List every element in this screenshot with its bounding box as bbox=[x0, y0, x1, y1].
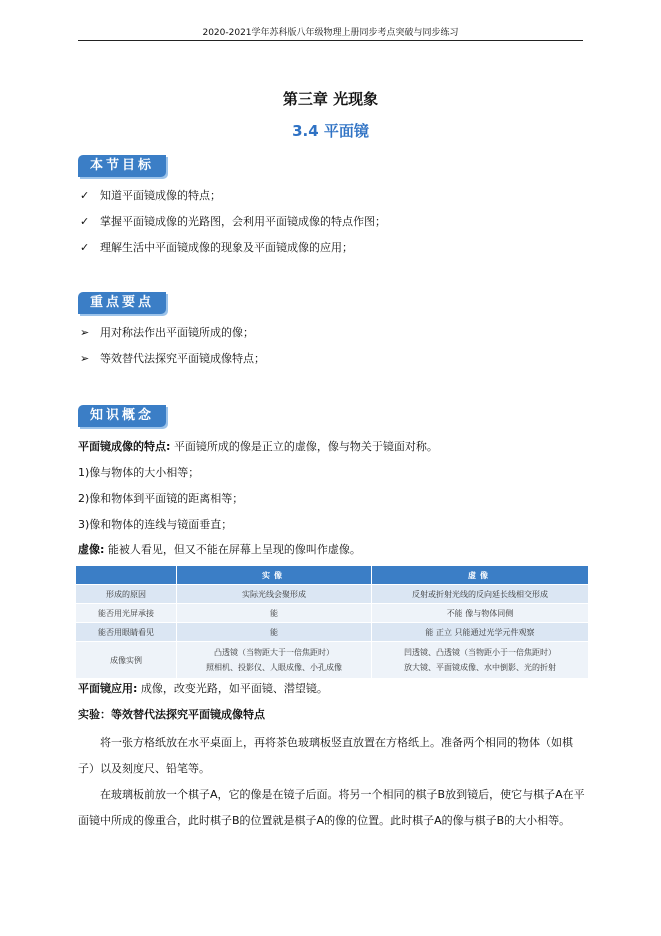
page-header: 2020-2021学年苏科版八年级物理上册同步考点突破与同步练习 bbox=[78, 26, 583, 41]
table-row bbox=[76, 623, 589, 642]
virtual-text: 能被人看见，但又不能在屏幕上呈现的像叫作虚像。 bbox=[107, 543, 361, 556]
chapter-title: 第三章 光现象 bbox=[282, 90, 379, 108]
section-title: 3.4 平面镜 bbox=[292, 122, 369, 140]
table-row bbox=[76, 604, 589, 623]
table-header-row bbox=[76, 566, 589, 585]
experiment-title: 实验：等效替代法探究平面镜成像特点 bbox=[78, 708, 265, 721]
keypoint-item: ➢ 用对称法作出平面镜所成的像； bbox=[80, 326, 254, 339]
goal-item: ✓ 理解生活中平面镜成像的现象及平面镜成像的应用； bbox=[80, 241, 353, 254]
table-cell: 能 bbox=[177, 604, 372, 623]
table-cell: 凹透镜、凸透镜（当物距小于一倍焦距时） 放大镜、平面镜成像、水中倒影、光的折射 bbox=[371, 642, 588, 679]
table-row bbox=[76, 585, 589, 604]
goal-item: ✓ 知道平面镜成像的特点； bbox=[80, 189, 221, 202]
table-cell: 不能 像与物体同侧 bbox=[371, 604, 588, 623]
table-cell: 凸透镜（当物距大于一倍焦距时） 照相机、投影仪、人眼成像、小孔成像 bbox=[177, 642, 372, 679]
keypoint-item: ➢ 等效替代法探究平面镜成像特点； bbox=[80, 352, 265, 365]
table-cell: 形成的原因 bbox=[76, 585, 177, 604]
arrow-bullet-icon: ➢ bbox=[80, 326, 90, 339]
application-text: 成像，改变光路，如平面镜、潜望镜。 bbox=[140, 682, 328, 695]
table-cell: 实际光线会聚形成 bbox=[177, 585, 372, 604]
virtual-line bbox=[78, 543, 588, 557]
experiment-paragraph-2: 在玻璃板前放一个棋子A，它的像是在镜子后面。将另一个相同的棋子B放到镜后，使它与棋子A在平面镜中所成的像重合，此时棋子B的位置就是棋子A的像的位置。此时棋子A的像与棋子B的大小相等。 bbox=[78, 788, 585, 827]
application-line bbox=[78, 682, 588, 696]
table-cell: 能 正立 只能通过光学元件观察 bbox=[371, 623, 588, 642]
table-cell: 能否用眼睛看见 bbox=[76, 623, 177, 642]
table-cell: 能 bbox=[177, 623, 372, 642]
table-header: 虚像 bbox=[371, 566, 588, 585]
goal-item: ✓ 掌握平面镜成像的光路图，会利用平面镜成像的特点作图； bbox=[80, 215, 386, 228]
keypoints-badge: 重点要点 bbox=[78, 292, 166, 314]
table-cell: 成像实例 bbox=[76, 642, 177, 679]
check-icon: ✓ bbox=[80, 215, 90, 228]
table-header: 实像 bbox=[177, 566, 372, 585]
concepts-badge: 知识概念 bbox=[78, 405, 166, 427]
experiment-paragraph-1: 将一张方格纸放在水平桌面上，再将茶色玻璃板竖直放置在方格纸上。准备两个相同的物体（如棋子）以及刻度尺、铅笔等。 bbox=[78, 736, 573, 775]
point-2: 2)像和物体到平面镜的距离相等； bbox=[78, 492, 244, 505]
comparison-table bbox=[75, 565, 589, 679]
feature-line bbox=[78, 440, 588, 454]
check-icon: ✓ bbox=[80, 241, 90, 254]
table-cell: 反射或折射光线的反向延长线相交形成 bbox=[371, 585, 588, 604]
table-header bbox=[76, 566, 177, 585]
feature-text: 平面镜所成的像是正立的虚像，像与物关于镜面对称。 bbox=[173, 440, 438, 453]
point-3: 3)像和物体的连线与镜面垂直； bbox=[78, 518, 233, 531]
table-row bbox=[76, 642, 589, 679]
application-label: 平面镜应用: bbox=[78, 682, 138, 695]
arrow-bullet-icon: ➢ bbox=[80, 352, 90, 365]
check-icon: ✓ bbox=[80, 189, 90, 202]
table-cell: 能否用光屏承接 bbox=[76, 604, 177, 623]
point-1: 1)像与物体的大小相等； bbox=[78, 466, 200, 479]
feature-label: 平面镜成像的特点: bbox=[78, 440, 171, 453]
virtual-label: 虚像: bbox=[78, 543, 105, 556]
goals-badge: 本节目标 bbox=[78, 155, 166, 177]
